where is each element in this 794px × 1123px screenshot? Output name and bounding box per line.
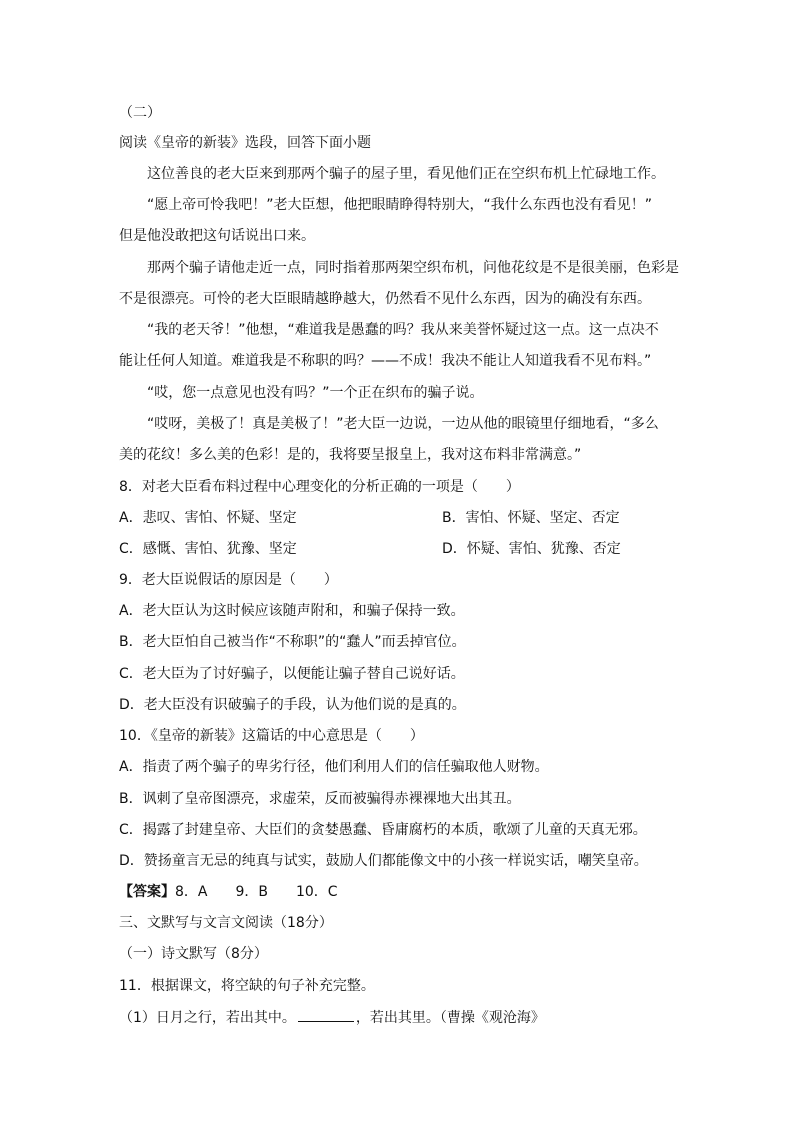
answer-label: 【答案】 [119,884,175,900]
q10-option-c: C．揭露了封建皇帝、大臣们的贪婪愚蠢、昏庸腐朽的本质，歌颂了儿童的天真无邪。 [119,822,647,838]
passage-line: 美的花纹！多么美的色彩！是的，我将要呈报皇上，我对这布料非常满意。” [119,447,582,463]
section-marker: （二） [119,105,161,121]
q8-option-c: C．感慨、害怕、犹豫、坚定 [119,541,297,557]
fill-in-blank[interactable] [298,1007,354,1022]
question-11-1 [119,1007,545,1027]
q9-option-c: C．老大臣为了讨好骗子，以便能让骗子替自己说好话。 [119,666,465,682]
passage-line: 这位善良的老大臣来到那两个骗子的屋子里，看见他们正在空织布机上忙碌地工作。 [147,166,665,182]
question-9-stem: 9．老大臣说假话的原因是（ ） [119,572,338,588]
question-10-stem: 10．《皇帝的新装》这篇话的中心意思是（ ） [119,728,424,744]
passage-line: 但是他没敢把这句话说出口来。 [119,228,315,244]
q10-option-a: A．指责了两个骗子的卑劣行径，他们利用人们的信任骗取他人财物。 [119,759,549,775]
question-8-stem: 8．对老大臣看布料过程中心理变化的分析正确的一项是（ ） [119,479,520,495]
passage-line: 能让任何人知道。难道我是不称职的吗？——不成！我决不能让人知道我看不见布料。” [119,353,652,369]
subsection-title: （一）诗文默写（8分） [119,946,268,962]
passage-line: “愿上帝可怜我吧！”老大臣想，他把眼睛睁得特别大，“我什么东西也没有看见！” [147,197,653,213]
passage-line: 不是很漂亮。可怜的老大臣眼睛越睁越大，仍然看不见什么东西，因为的确没有东西。 [119,291,651,307]
section-3-title: 三、文默写与文言文阅读（18分） [119,915,333,931]
q8-option-a: A．悲叹、害怕、怀疑、坚定 [119,510,297,526]
q8-option-b: B．害怕、怀疑、坚定、否定 [442,510,620,526]
passage-line: “哎，您一点意见也没有吗？”一个正在织布的骗子说。 [147,385,484,401]
question-11-stem: 11．根据课文，将空缺的句子补充完整。 [119,978,375,994]
q9-option-d: D．老大臣没有识破骗子的手段，认为他们说的是真的。 [119,697,466,713]
q11-1-text-after: ，若出其里。（曹操《观沧海》 [355,1010,545,1026]
passage-line: “哎呀，美极了！真是美极了！”老大臣一边说，一边从他的眼镜里仔细地看，“多么 [147,416,659,432]
passage-line: 那两个骗子请他走近一点，同时指着那两架空织布机，问他花纹是不是很美丽，色彩是 [147,260,679,276]
reading-instruction: 阅读《皇帝的新装》选段，回答下面小题 [119,135,371,151]
q8-option-d: D．怀疑、害怕、犹豫、否定 [442,541,621,557]
q10-option-d: D．赞扬童言无忌的纯真与试实，鼓励人们都能像文中的小孩一样说实话，嘲笑皇帝。 [119,853,648,869]
answer-text: 8．A 9．B 10．C [175,884,338,900]
q10-option-b: B．讽刺了皇帝图漂亮，求虚荣，反而被骗得赤裸裸地大出其丑。 [119,791,521,807]
answer-line [119,882,338,902]
q9-option-b: B．老大臣怕自己被当作“不称职”的“蠢人”而丢掉官位。 [119,634,466,650]
q11-1-text-before: （1）日月之行，若出其中。 [119,1010,296,1026]
q9-option-a: A．老大臣认为这时候应该随声附和，和骗子保持一致。 [119,603,465,619]
passage-line: “我的老天爷！”他想，“难道我是愚蠢的吗？我从来美誉怀疑过这一点。这一点决不 [147,322,659,338]
